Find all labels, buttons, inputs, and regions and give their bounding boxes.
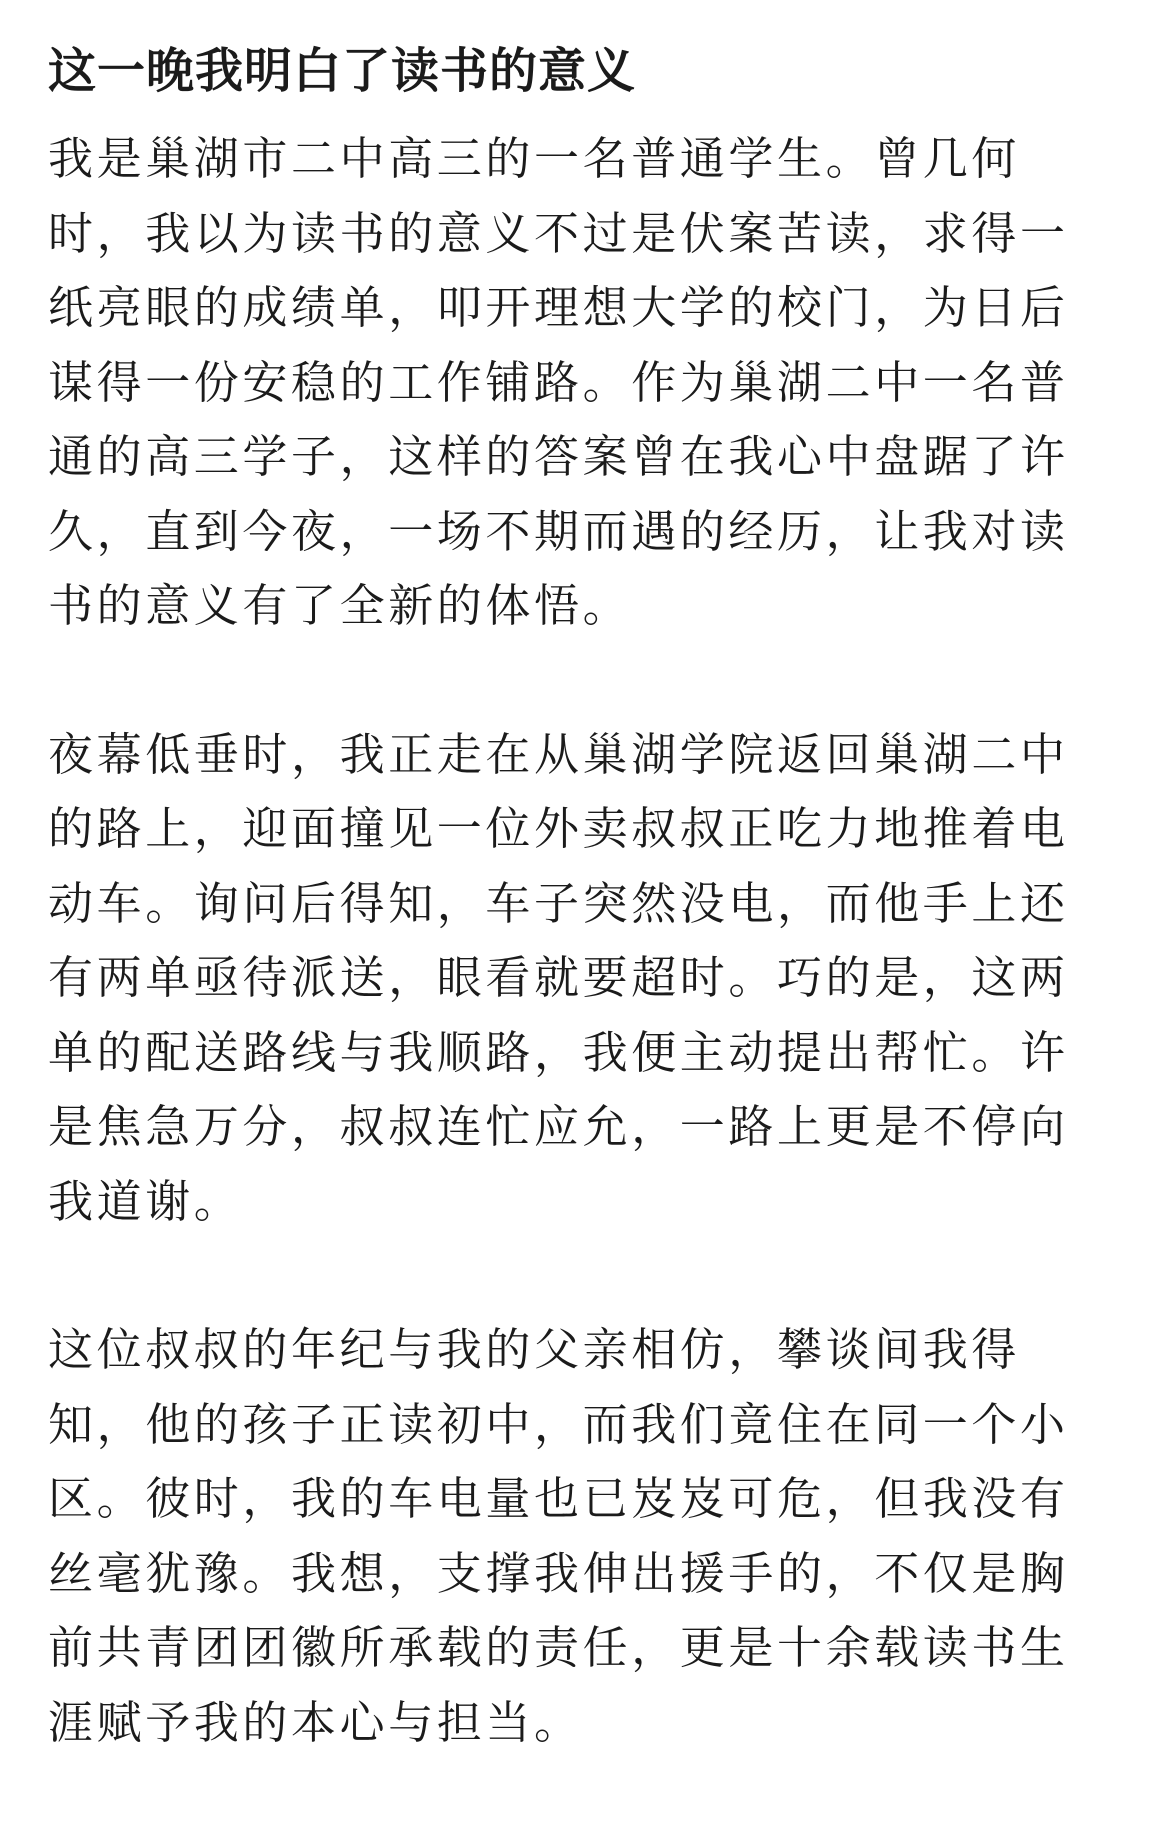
text-line: 的路上，迎面撞见一位外卖叔叔正吃力地推着电 xyxy=(48,802,1069,855)
text-line: 丝毫犹豫。我想，支撑我伸出援手的，不仅是胸 xyxy=(48,1546,1069,1600)
text-line: 通的高三学子，这样的答案曾在我心中盘踞了许 xyxy=(48,430,1069,483)
text-line: 动车。询问后得知，车子突然没电，而他手上还 xyxy=(48,876,1069,930)
article xyxy=(48,28,1078,1834)
text-line: 夜幕低垂时，我正走在从巢湖学院返回巢湖二中 xyxy=(48,727,1069,781)
paragraph-2 xyxy=(48,718,1078,1240)
text-line: 知，他的孩子正读初中，而我们竟住在同一个小 xyxy=(48,1397,1069,1451)
text-line: 我是巢湖市二中高三的一名普通学生。曾几何 xyxy=(48,132,1021,185)
text-line: 书的意义有了全新的体悟。 xyxy=(48,579,632,632)
text-line: 纸亮眼的成绩单，叩开理想大学的校门，为日后 xyxy=(48,281,1069,334)
text-line: 前共青团团徽所承载的责任，更是十余载读书生 xyxy=(48,1621,1069,1674)
text-line: 久，直到今夜，一场不期而遇的经历，让我对读 xyxy=(48,504,1069,558)
text-line: 这位叔叔的年纪与我的父亲相仿，攀谈间我得 xyxy=(48,1323,1021,1376)
text-line: 是焦急万分，叔叔连忙应允，一路上更是不停向 xyxy=(48,1100,1069,1153)
text-line: 时，我以为读书的意义不过是伏案苦读，求得一 xyxy=(48,206,1069,260)
paragraph-3 xyxy=(48,1313,1078,1760)
text-line: 区。彼时，我的车电量也已岌岌可危，但我没有 xyxy=(48,1472,1069,1525)
text-line: 我道谢。 xyxy=(48,1174,243,1228)
article-title: 这一晚我明白了读书的意义 xyxy=(48,43,637,99)
text-line: 谋得一份安稳的工作铺路。作为巢湖二中一名普 xyxy=(48,355,1069,409)
paragraph-1 xyxy=(48,122,1078,644)
text-line: 单的配送路线与我顺路，我便主动提出帮忙。许 xyxy=(48,1025,1069,1079)
text-line: 有两单亟待派送，眼看就要超时。巧的是，这两 xyxy=(48,951,1069,1004)
text-line: 涯赋予我的本心与担当。 xyxy=(48,1695,583,1749)
